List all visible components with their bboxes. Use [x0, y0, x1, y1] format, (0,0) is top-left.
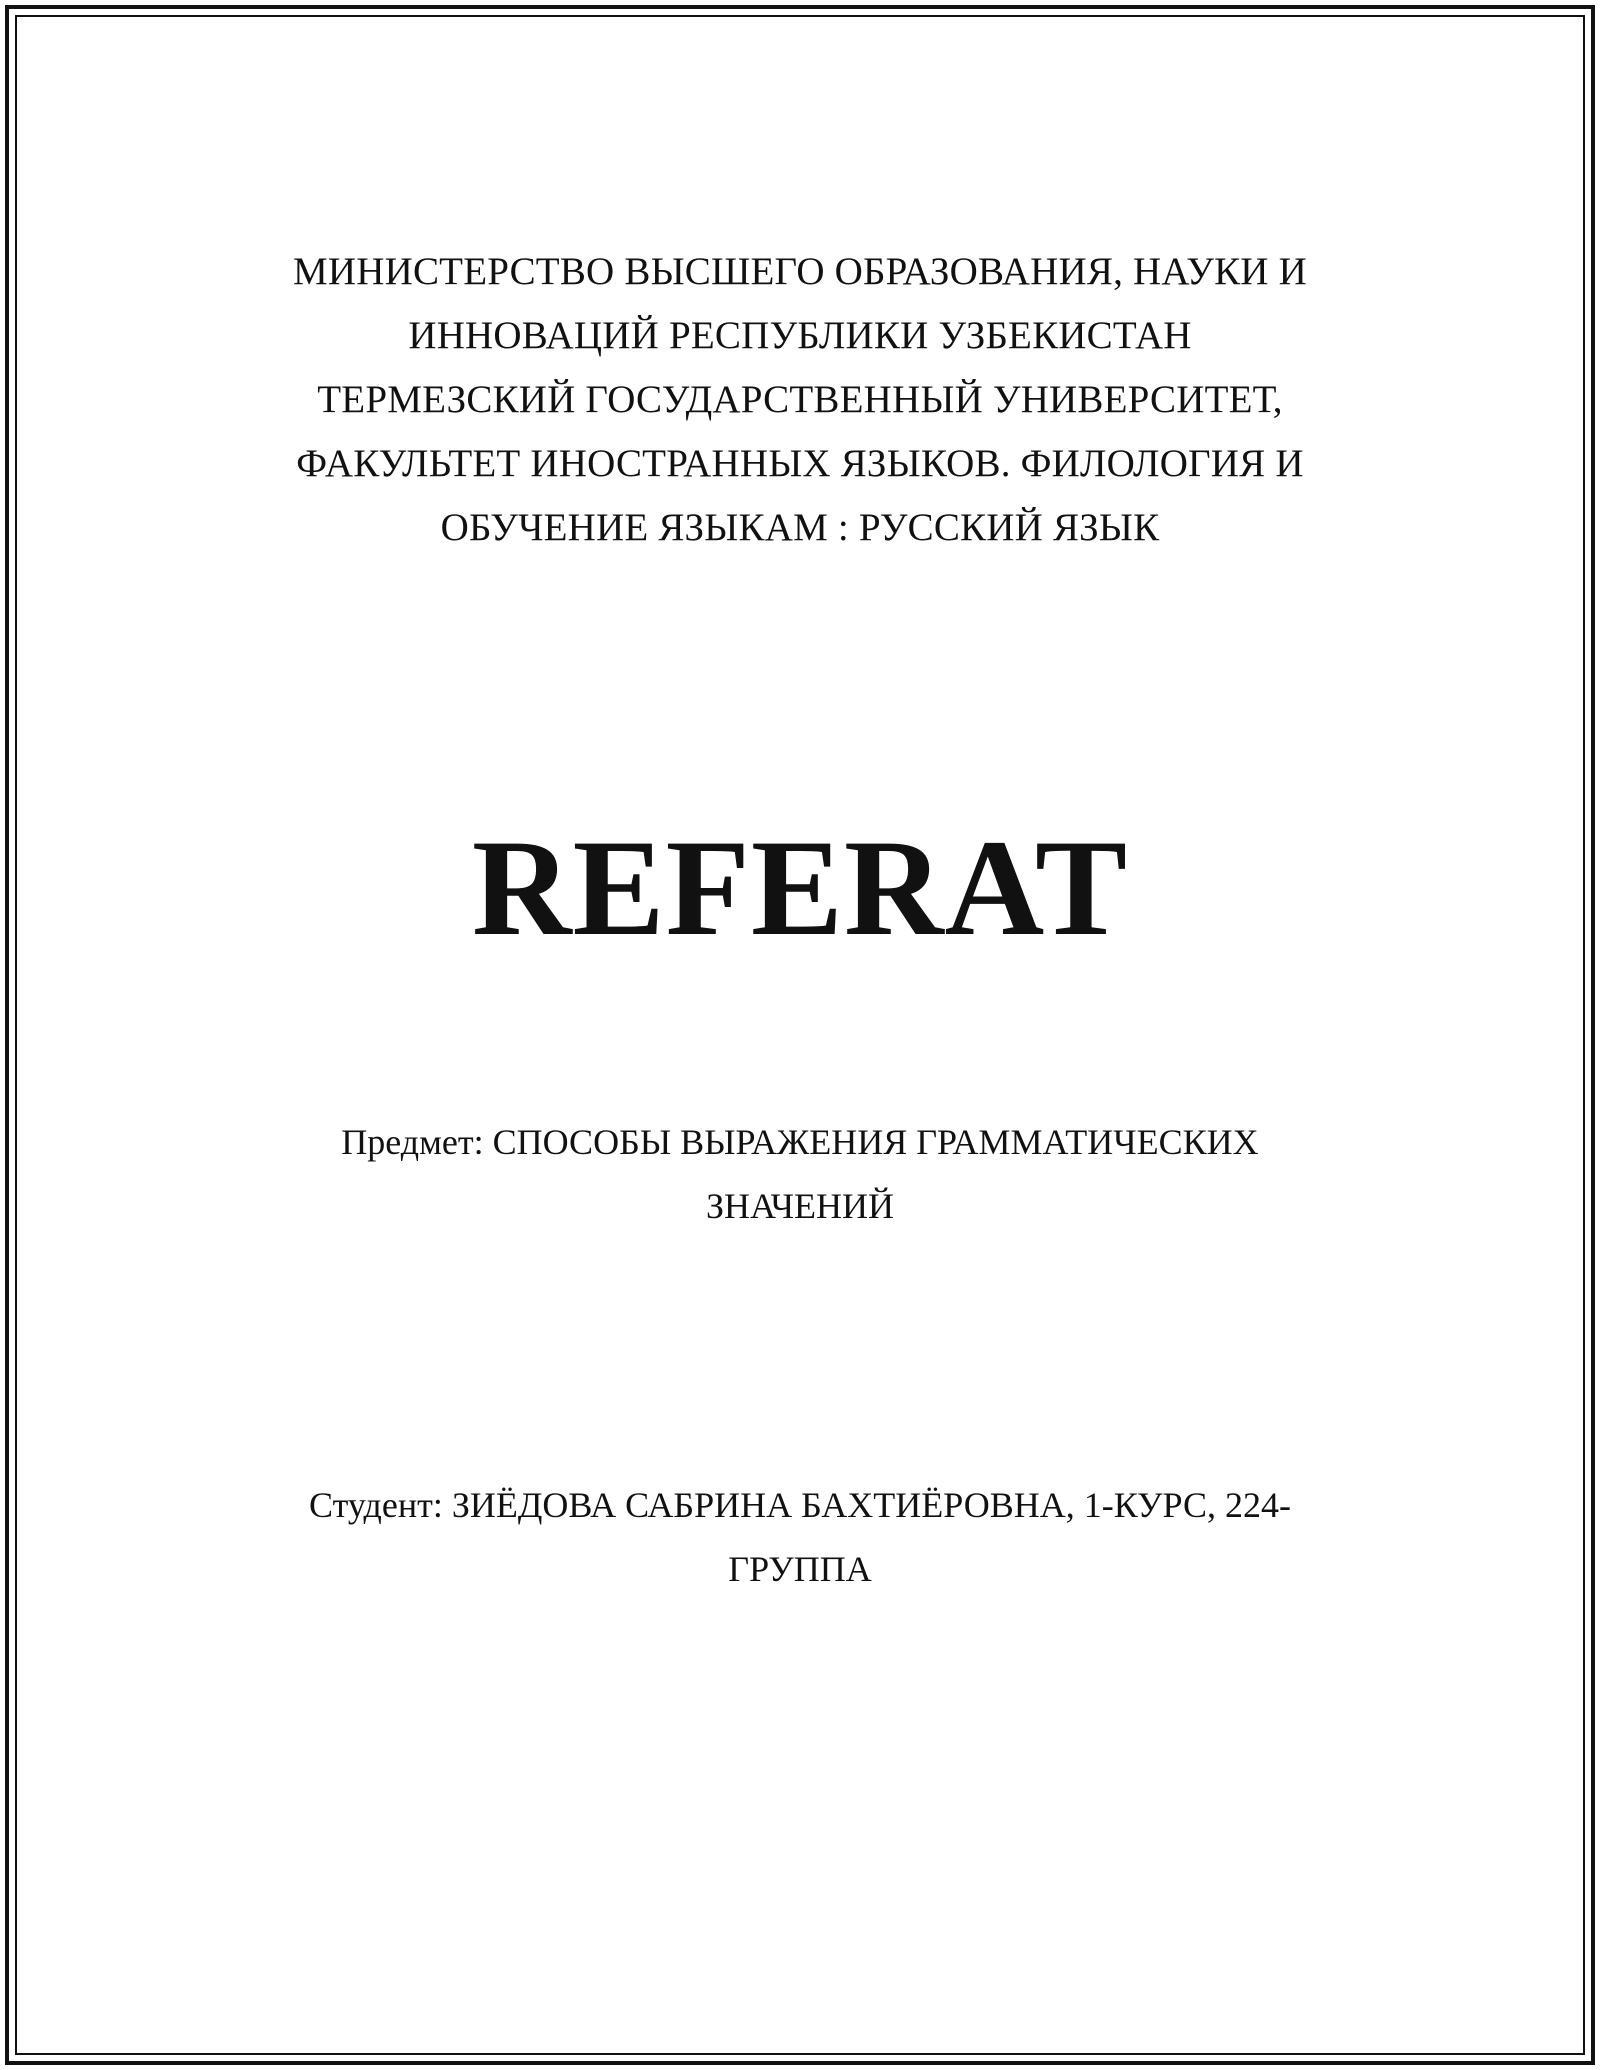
header-line: ФАКУЛЬТЕТ ИНОСТРАННЫХ ЯЗЫКОВ. ФИЛОЛОГИЯ И: [296, 442, 1304, 485]
header-line: ИННОВАЦИЙ РЕСПУБЛИКИ УЗБЕКИСТАН: [408, 314, 1192, 357]
subject-line: ЗНАЧЕНИЙ: [706, 1186, 894, 1226]
subject-line: Предмет: СПОСОБЫ ВЫРАЖЕНИЯ ГРАММАТИЧЕСКИХ: [341, 1122, 1259, 1162]
header-line: ТЕРМЕЗСКИЙ ГОСУДАРСТВЕННЫЙ УНИВЕРСИТЕТ,: [317, 378, 1283, 421]
subject-block: [200, 1110, 1400, 1238]
header-line: ОБУЧЕНИЕ ЯЗЫКАМ : РУССКИЙ ЯЗЫК: [440, 506, 1160, 549]
institution-header: [200, 240, 1400, 560]
student-block: [200, 1473, 1400, 1601]
document-title: REFERAT: [471, 811, 1129, 964]
student-line: Студент: ЗИЁДОВА САБРИНА БАХТИЁРОВНА, 1-КУРС, 224-: [309, 1485, 1291, 1525]
student-line: ГРУППА: [728, 1549, 872, 1589]
header-line: МИНИСТЕРСТВО ВЫСШЕГО ОБРАЗОВАНИЯ, НАУКИ И: [293, 250, 1307, 293]
